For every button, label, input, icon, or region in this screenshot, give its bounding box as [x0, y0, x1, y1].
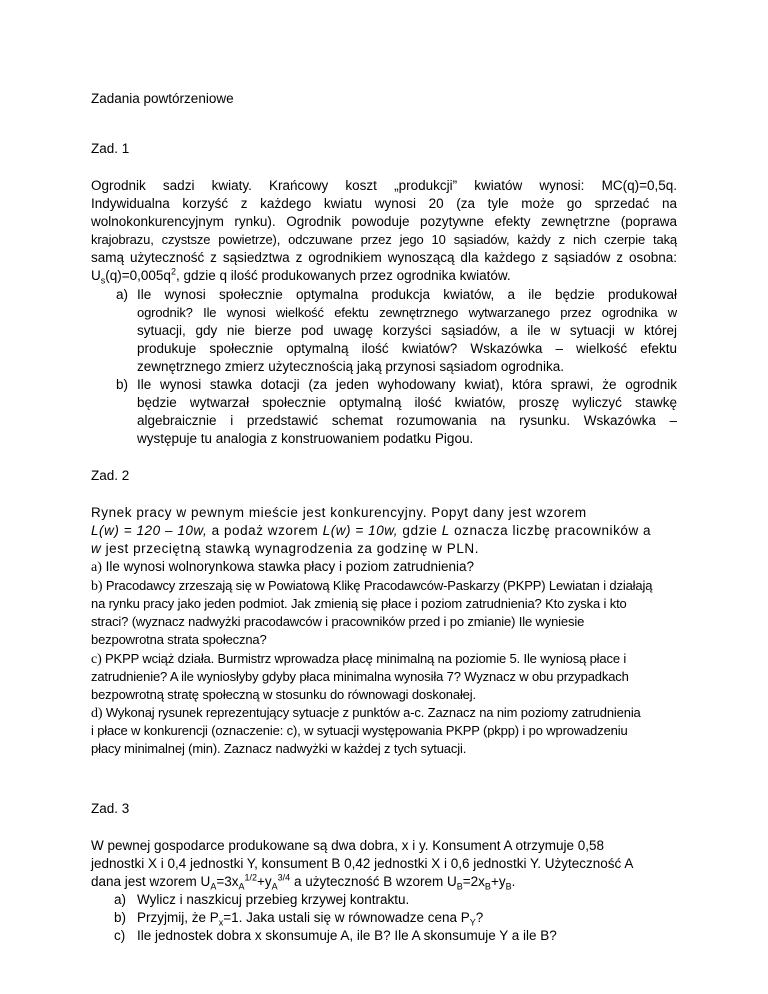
document-heading: Zadania powtórzeniowe — [91, 91, 234, 106]
task-2b-line: na rynku pracy jako jeden podmiot. Jak zmienią się płace i poziom zatrudnienia? Kto zyska i kto — [91, 596, 627, 611]
task-1b-text-line: będzie wytwarzał społecznie optymalną ilość kwiatów, proszę wyliczyć stawkę — [137, 395, 677, 410]
task-3b-label: b) — [114, 910, 127, 925]
task-1a-text-line: produkuje społecznie optymalną ilość kwiatów? Wskazówka – wielkość efektu — [137, 341, 677, 356]
task-3a-text: Wylicz i naszkicuj przebieg krzywej kontraktu. — [137, 892, 410, 907]
task-1b-label: b) — [116, 377, 129, 392]
task-2b-line: b) Pracodawcy zrzeszają się w Powiatową Klikę Pracodawców-Paskarzy (PKPP) Lewiatan i działają — [91, 578, 653, 594]
task-2a-line: a) Ile wynosi wolnorynkowa stawka płacy i poziom zatrudnienia? — [91, 559, 475, 575]
task-1a-text-line: Ile wynosi społecznie optymalna produkcja kwiatów, a ile będzie produkował — [137, 287, 677, 302]
task-1b-text-line: Ile wynosi stawka dotacji (za jeden wyhodowany kwiat), która sprawi, że ogrodnik — [137, 377, 677, 392]
task-3b-text: Przyjmij, że $P_x=1$. Jaka ustali się w równowadze cena $P_Y$? — [137, 910, 484, 928]
task-1a-label: a) — [116, 287, 129, 302]
task-2d-line: d) Wykonaj rysunek reprezentujący sytuacje z punktów a-c. Zaznacz na nim poziomy zatrudnienia — [91, 705, 641, 721]
task-3a-label: a) — [114, 892, 127, 907]
task-1a-text-line: ogrodnik? Ile wynosi wielkość efektu zewnętrznego wytwarzanego przez ogrodnika w — [137, 305, 677, 320]
task-1b-text-line: występuje tu analogia z konstruowaniem podatku Pigou. — [137, 431, 474, 446]
task-1-text-line: krajobrazu, czystsze powietrze), odczuwane przez jego 10 sąsiadów, każdy z nich czerpie taką — [91, 232, 677, 247]
task-1-title: Zad. 1 — [91, 141, 130, 156]
task-1-text-line: Indywidualna korzyść z każdego kwiatu wynosi 20 (za tyle może go sprzedać na — [91, 196, 677, 211]
task-2c-line: bezpowrotną stratę społeczną w stosunku do równowagi doskonałej. — [91, 687, 476, 702]
task-3-utility-line: dana jest wzorem $U_A=3x_A^{1/2}+y_A^{3/4}$ a użyteczność B wzorem $U_B=2x_B+y_B$. — [91, 872, 516, 892]
task-2c-line: c) PKPP wciąż działa. Burmistrz wprowadza płacę minimalną na poziomie 5. Ile wyniosą płace i — [91, 651, 627, 667]
task-2-title: Zad. 2 — [91, 468, 130, 483]
task-1a-text-line: zewnętrznego zmierz użytecznością jaką przynosi sąsiadom ogrodnika. — [137, 359, 564, 374]
task-2c-line: zatrudnienie? A ile wyniosłyby gdyby płaca minimalna wynosiła 7? Wyznacz w obu przypadkach — [91, 669, 629, 684]
task-3-text-line: W pewnej gospodarce produkowane są dwa dobra, x i y. Konsument A otrzymuje 0,58 — [91, 838, 605, 853]
task-1-text-line: wolnokonkurencyjnym rynku). Ogrodnik powoduje pozytywne efekty zewnętrzne (poprawa — [91, 214, 677, 229]
task-2-formula-line: L(w) = 120 – 10w, a podaż wzorem L(w) = 10w, gdzie L oznacza liczbę pracowników a — [91, 523, 652, 538]
task-2-formula-line: w jest przeciętną stawką wynagrodzenia za godzinę w PLN. — [91, 541, 479, 556]
task-2-text-line: Rynek pracy w pewnym mieście jest konkurencyjny. Popyt dany jest wzorem — [91, 505, 587, 520]
task-1-utility-formula: $U_s(q)=0,005q^2$, gdzie q ilość produkowanych przez ogrodnika kwiatów. — [91, 266, 511, 286]
task-1-text-line: samą użyteczność z sąsiedztwa z ogrodnikiem wynoszącą dla każdego z sąsiadów z osobna: — [91, 250, 677, 265]
task-2b-line: bezpowrotna strata społeczna? — [91, 632, 267, 647]
task-2d-line: i płace w konkurencji (oznaczenie: c), w sytuacji występowania PKPP (pkpp) i po wprowadzeniu — [91, 723, 628, 738]
task-3c-label: c) — [114, 928, 126, 943]
task-3-title: Zad. 3 — [91, 801, 130, 816]
task-1b-text-line: algebraicznie i przedstawić schemat rozumowania na rysunku. Wskazówka – — [137, 413, 677, 428]
task-3-text-line: jednostki X i 0,4 jednostki Y, konsument B 0,42 jednostki X i 0,6 jednostki Y. Użyteczność A — [91, 856, 634, 871]
task-2d-line: płacy minimalnej (min). Zaznacz nadwyżki w każdej z tych sytuacji. — [91, 741, 467, 756]
task-1a-text-line: sytuacji, gdy nie bierze pod uwagę korzyści sąsiadów, a ile w sytuacji w której — [137, 323, 677, 338]
task-2b-line: straci? (wyznacz nadwyżki pracodawców i pracowników przed i po zmianie) Ile wyniesie — [91, 614, 585, 629]
task-3c-text: Ile jednostek dobra x skonsumuje A, ile B? Ile A skonsumuje Y a ile B? — [137, 928, 557, 943]
task-1-text-line: Ogrodnik sadzi kwiaty. Krańcowy koszt „produkcji” kwiatów wynosi: MC(q)=0,5q. — [91, 178, 677, 193]
